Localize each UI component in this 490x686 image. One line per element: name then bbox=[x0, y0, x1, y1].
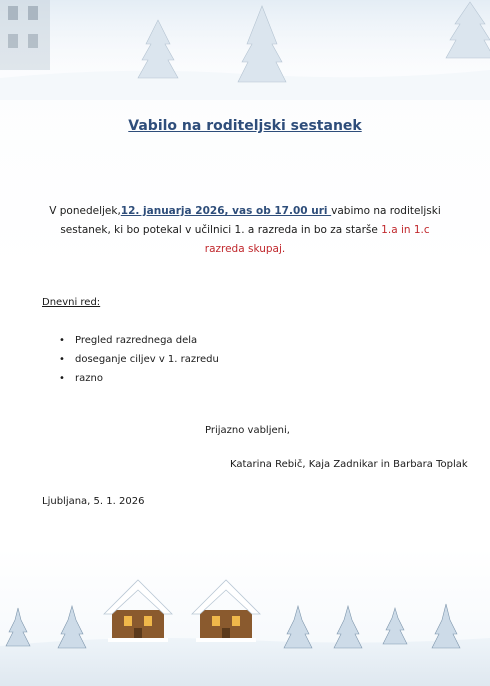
meeting-date: 12. januarja 2026, vas ob 17.00 uri bbox=[120, 205, 332, 217]
intro-text-middle: vabimo na roditeljski sestanek, ki bo potekal v učilnici 1. a razreda in bo za starše bbox=[60, 205, 441, 236]
invitation-text bbox=[44, 202, 446, 259]
agenda-heading: Dnevni red: bbox=[42, 297, 101, 308]
place-date: Ljubljana, 5. 1. 2026 bbox=[42, 496, 145, 507]
classes-highlight: 1.a in 1.c razreda skupaj. bbox=[204, 224, 430, 255]
list-item: • doseganje ciljev v 1. razredu bbox=[42, 350, 219, 369]
snowy-cabin bbox=[192, 580, 260, 642]
list-item: • razno bbox=[42, 369, 219, 388]
intro-text-start: V ponedeljek, bbox=[49, 205, 121, 217]
signers: Katarina Rebič, Kaja Zadnikar in Barbara Toplak bbox=[230, 459, 468, 470]
winter-top-decoration bbox=[0, 0, 490, 100]
winter-bottom-decoration bbox=[0, 576, 490, 686]
agenda-list bbox=[42, 331, 219, 388]
list-item: • Pregled razrednega dela bbox=[42, 331, 219, 350]
greeting: Prijazno vabljeni, bbox=[205, 425, 290, 436]
tower-building bbox=[0, 0, 50, 70]
snowy-cabin bbox=[104, 580, 172, 642]
invitation-title: Vabilo na roditeljski sestanek bbox=[128, 118, 362, 134]
